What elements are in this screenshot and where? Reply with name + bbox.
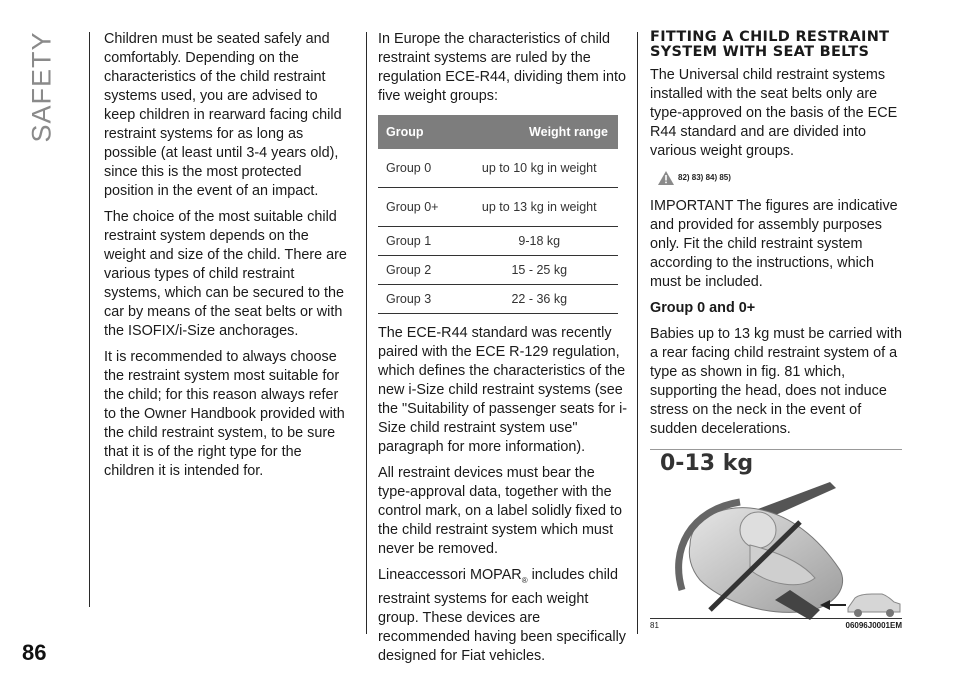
paragraph: Babies up to 13 kg must be carried with a rear facing child restraint system of a type as shown in fig. 81 which, supporting the head, does not induce stress on the neck in the event of sudden decelerations. <box>650 326 902 437</box>
paragraph: It is recommended to always choose the restraint system most suitable for the child; for this reason always refer to the Owner Handbook provided with the child restraint system, to be sure that it is of the right type for the children it is intended for. <box>104 349 345 479</box>
section-title <box>22 32 62 142</box>
paragraph: The choice of the most suitable child restraint system depends on the weight and size of the child. There are various types of child restraint systems, which can be secured to the car by means of the seat belts or with the ISOFIX/i-Size anchorages. <box>104 209 347 339</box>
figure-81 <box>650 449 902 625</box>
figure-number: 81 <box>650 621 659 630</box>
section-heading: FITTING A CHILD RESTRAINT SYSTEM WITH SEAT BELTS <box>650 29 890 60</box>
figure-label: 0-13 kg <box>660 451 754 476</box>
table-row <box>378 256 618 285</box>
subheading: Group 0 and 0+ <box>650 300 756 316</box>
column-divider <box>366 32 367 634</box>
child-seat-illustration <box>650 450 902 625</box>
table-cell-weight: up to 13 kg in weight <box>461 188 618 227</box>
column-divider <box>637 32 638 634</box>
warning-reference <box>658 168 902 187</box>
table-cell-group: Group 2 <box>378 256 461 285</box>
table-cell-weight: 22 - 36 kg <box>461 285 618 314</box>
table-row <box>378 188 618 227</box>
page-number: 86 <box>22 640 47 665</box>
warning-triangle-icon <box>658 171 674 185</box>
column-3 <box>650 30 902 625</box>
figure-code: 06096J0001EM <box>845 621 902 630</box>
table-cell-weight: up to 10 kg in weight <box>461 149 618 188</box>
paragraph-text: includes child restraint systems for each weight group. These devices are recommended having been specifically designed for Fiat vehicles. <box>378 567 626 664</box>
paragraph: The Universal child restraint systems installed with the seat belts only are type-approved on the basis of the ECE R44 standard and are divided into various weight groups. <box>650 67 898 159</box>
section-title-text: SAFETY <box>26 31 57 143</box>
paragraph: IMPORTANT The figures are indicative and provided for assembly purposes only. Fit the child restraint system according to the instructions, which must be included. <box>650 198 898 290</box>
table-cell-weight: 9-18 kg <box>461 227 618 256</box>
warning-refs: 82) 83) 84) 85) <box>678 173 731 182</box>
table-header-weight: Weight range <box>461 115 618 149</box>
weight-groups-table <box>378 115 618 314</box>
table-cell-group: Group 3 <box>378 285 461 314</box>
table-row <box>378 149 618 188</box>
column-1 <box>104 30 352 488</box>
paragraph <box>378 566 628 666</box>
table-cell-group: Group 0+ <box>378 188 461 227</box>
table-header-row <box>378 115 618 149</box>
column-divider <box>89 32 90 607</box>
paragraph: Children must be seated safely and comfortably. Depending on the characteristics of the child restraint systems used, you are advised to keep children in rearward facing child restraint systems for as long as possible (at least until 3-4 years old), since this is the most protected position in the event of an impact. <box>104 31 342 199</box>
figure-caption <box>650 618 902 630</box>
brand-text: Lineaccessori MOPAR <box>378 567 522 583</box>
table-cell-group: Group 1 <box>378 227 461 256</box>
table-cell-weight: 15 - 25 kg <box>461 256 618 285</box>
table-row <box>378 285 618 314</box>
column-2 <box>378 30 628 673</box>
table-cell-group: Group 0 <box>378 149 461 188</box>
table-row <box>378 227 618 256</box>
registered-mark: ® <box>521 575 528 585</box>
table-header-group: Group <box>378 115 461 149</box>
paragraph: All restraint devices must bear the type-approval data, together with the control mark, on a label solidly fixed to the child restraint system which must never be removed. <box>378 465 622 557</box>
intro-paragraph: In Europe the characteristics of child restraint systems are ruled by the regulation ECE-R44, dividing them into five weight groups: <box>378 31 626 104</box>
paragraph: The ECE-R44 standard was recently paired with the ECE R-129 regulation, which defines the characteristics of the new i-Size child restraint systems (see the "Suitability of passenger seats for i-Size child restraint system use" paragraph for more information). <box>378 325 628 455</box>
